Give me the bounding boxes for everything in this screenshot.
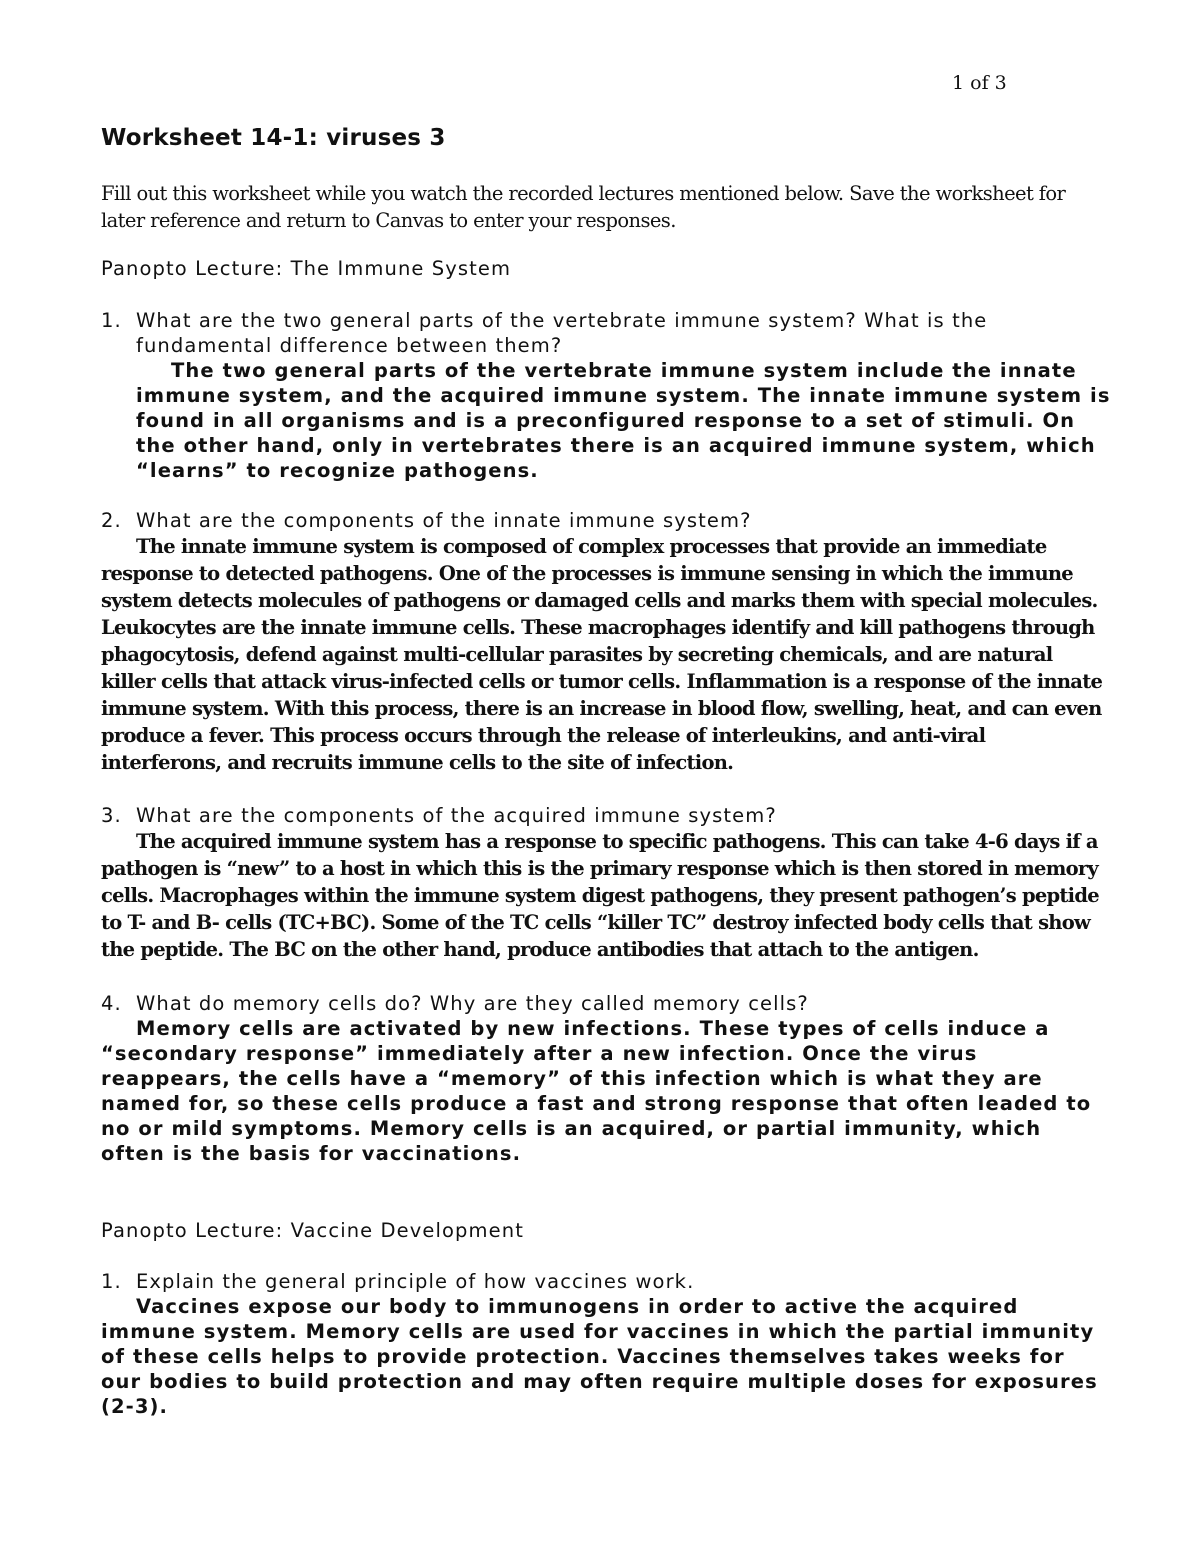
answer-body: The two general parts of the vertebrate immune system include the innate immune system, and the acquired immune system. The innate immune system is found in all organisms and is a preconfigured response to a set of stimuli. On the other hand, only in vertebrates there is an acquired immune system, which “learns” to recognize pathogens. [136,359,1111,482]
question-block-2 [101,508,1111,776]
question-block-3 [101,803,1111,963]
worksheet-title: Worksheet 14-1: viruses 3 [101,125,446,151]
question-prompt: What are the components of the acquired immune system? [136,804,777,827]
question-number: 1. [101,309,122,332]
answer-text [101,358,1111,483]
section-heading-vaccine-development: Panopto Lecture: Vaccine Development [101,1219,524,1242]
question-text [101,803,1111,828]
page-number: 1 of 3 [952,72,1007,94]
question-number: 1. [101,1270,122,1293]
section-heading-immune-system: Panopto Lecture: The Immune System [101,257,512,280]
answer-body: Vaccines expose our body to immunogens in order to active the acquired immune system. Memory cells are used for vaccines in which the partial immunity of these cells helps to provide protection. Vaccines themselves takes weeks for our bodies to build protection and may often require multiple doses for exposures (2-3). [101,1295,1098,1418]
question-text [101,508,1111,533]
answer-body: The acquired immune system has a response to specific pathogens. This can take 4-6 days if a pathogen is “new” to a host in which this is the primary response which is then stored in memory cells. Macrophages within the immune system digest pathogens, they present pathogen’s peptide to T- and B- cells (TC+BC). Some of the TC cells “killer TC” destroy infected body cells that show the peptide. The BC on the other hand, produce antibodies that attach to the antigen. [101,830,1099,961]
question-prompt: What are the components of the innate immune system? [136,509,752,532]
answer-text [101,828,1111,963]
answer-body: Memory cells are activated by new infections. These types of cells induce a “secondary response” immediately after a new infection. Once the virus reappears, the cells have a “memory” of this infection which is what they are named for, so these cells produce a fast and strong response that often leaded to no or mild symptoms. Memory cells is an acquired, or partial immunity, which often is the basis for vaccinations. [101,1017,1092,1165]
answer-text [101,1294,1111,1419]
question-number: 2. [101,509,122,532]
answer-text [101,1016,1111,1166]
answer-text [101,533,1111,776]
question-block-4 [101,991,1111,1166]
intro-instructions: Fill out this worksheet while you watch the recorded lectures mentioned below. Save the worksheet for later reference and return to Canvas to enter your responses. [101,182,1066,232]
question-prompt: What are the two general parts of the vertebrate immune system? What is the fundamental difference between them? [136,309,988,357]
question-prompt: Explain the general principle of how vaccines work. [136,1270,695,1293]
question-text [101,308,1111,358]
question-text [101,991,1111,1016]
question-block-vaccine-1 [101,1269,1111,1419]
question-text [101,1269,1111,1294]
question-block-1 [101,308,1111,483]
question-prompt: What do memory cells do? Why are they called memory cells? [136,992,809,1015]
question-number: 3. [101,804,122,827]
question-number: 4. [101,992,122,1015]
answer-body: The innate immune system is composed of complex processes that provide an immediate response to detected pathogens. One of the processes is immune sensing in which the immune system detects molecules of pathogens or damaged cells and marks them with special molecules. Leukocytes are the innate immune cells. These macrophages identify and kill pathogens through phagocytosis, defend against multi-cellular parasites by secreting chemicals, and are natural killer cells that attack virus-infected cells or tumor cells. Inflammation is a response of the innate immune system. With this process, there is an increase in blood flow, swelling, heat, and can even produce a fever. This process occurs through the release of interleukins, and anti-viral interferons, and recruits immune cells to the site of infection. [101,535,1103,774]
